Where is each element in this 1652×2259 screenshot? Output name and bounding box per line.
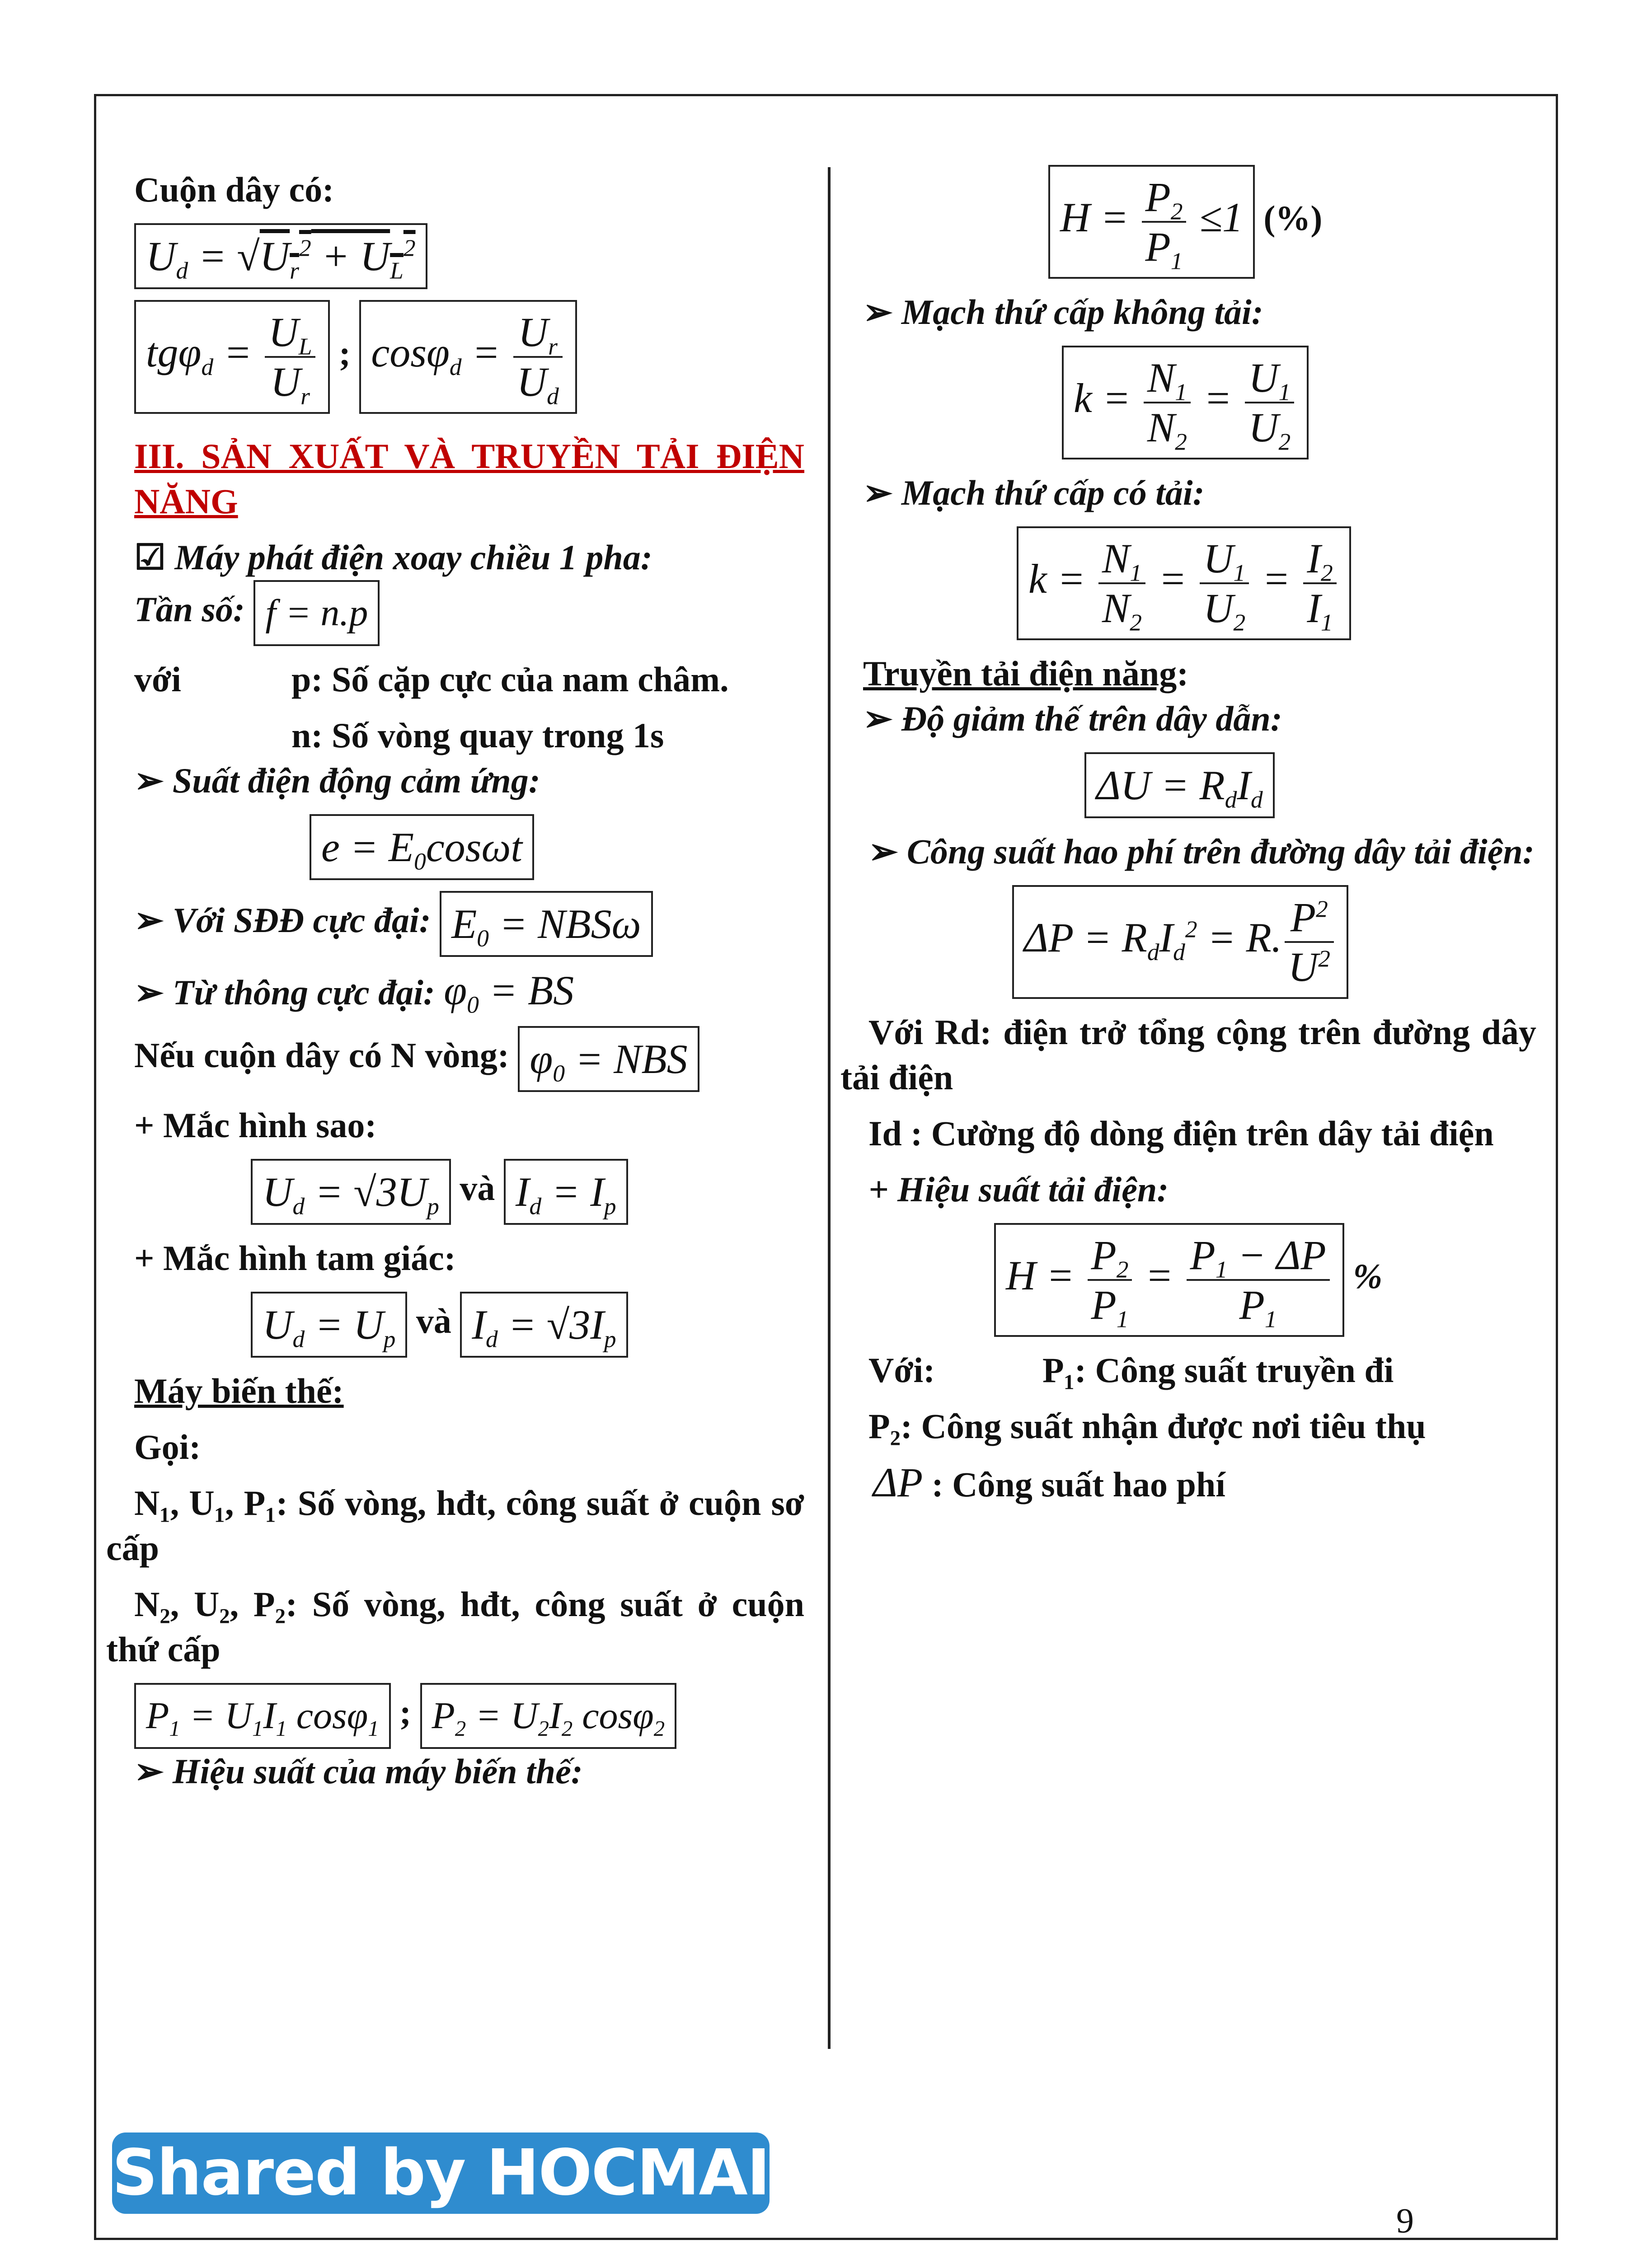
- p2-desc: P₂: Công suất nhận được nơi tiêu thụ: [868, 1406, 1426, 1446]
- trans-eff-title: + Hiệu suất tải điện:: [868, 1170, 1169, 1209]
- primary-desc: N₁, U₁, P₁: Số vòng, hđt, công suất ở cuộn sơ cấp: [106, 1483, 804, 1568]
- right-column: [840, 165, 1536, 1507]
- efficiency-title-text: Hiệu suất của máy biến thế:: [172, 1752, 583, 1791]
- generator-title: ☑ Máy phát điện xoay chiều 1 pha:: [134, 538, 652, 577]
- percent-sign: %: [1353, 1256, 1383, 1296]
- generator-title-text: Máy phát điện xoay chiều 1 pha:: [174, 538, 652, 577]
- no-load-title: ➢ Mạch thứ cấp không tải:: [863, 292, 1263, 332]
- voltage-drop-title-text: Độ giảm thế trên dây dẫn:: [901, 699, 1282, 738]
- formula-power: $P_1 = U_1I_1$ cosφ$_1$ ; $P_2 = U_2I_2$ cosφ$_2$: [106, 1683, 804, 1749]
- n-turns-label: Nếu cuộn dây có N vòng:: [134, 1035, 509, 1075]
- section-title: III. SẢN XUẤT VÀ TRUYỀN TẢI ĐIỆN NĂNG: [134, 436, 804, 521]
- max-emf-row: ➢ Với SĐĐ cực đại: $E_0 = NBS\omega$: [106, 891, 804, 957]
- frequency-row: [106, 580, 804, 646]
- call-label: Gọi:: [134, 1427, 201, 1467]
- n-desc: n: Số vòng quay trong 1s: [291, 716, 664, 755]
- formula-emf: $e = E_0\cos\omega t$: [106, 814, 804, 880]
- dp-desc: : Công suất hao phí: [931, 1465, 1225, 1504]
- formula-ratio-load: k = $\frac{N_1}{N_2}$ = $\frac{U_1}{U_2}$ = $\frac{I_2}{I_1}$: [840, 526, 1536, 640]
- column-divider: [828, 167, 831, 2049]
- emf-title: ➢ Suất điện động cảm ứng:: [134, 761, 540, 800]
- p-desc: p: Số cặp cực của nam châm.: [291, 660, 729, 699]
- and-1: và: [460, 1168, 495, 1208]
- max-flux-row: ➢ Từ thông cực đại: $\varphi_0$ = BS: [134, 967, 574, 1018]
- formula-power-loss: $\Delta P = R_dI_d^2 = R$. $\frac{P^2}{U^2}$: [840, 885, 1536, 999]
- left-column: [106, 167, 804, 1794]
- formula-efficiency: H = $\frac{P_2}{P_1}$ ≤1 (%): [840, 165, 1536, 279]
- formula-trans-eff: H = $\frac{P_2}{P_1}$ = $\frac{P_1 - \Delta P}{P_1}$ %: [840, 1223, 1536, 1337]
- efficiency-title: ➢ Hiệu suất của máy biến thế:: [134, 1752, 583, 1791]
- load-title: ➢ Mạch thứ cấp có tải:: [863, 473, 1205, 512]
- formula-frequency: f = n.p: [253, 580, 380, 646]
- emf-title-text: Suất điện động cảm ứng:: [172, 761, 540, 800]
- formula-voltage-drop: $\Delta U = R_dI_d$: [840, 752, 1536, 818]
- secondary-desc: N₂, U₂, P₂: Số vòng, hđt, công suất ở cuộn thứ cấp: [106, 1584, 804, 1669]
- with-label: với: [134, 660, 181, 699]
- load-title-text: Mạch thứ cấp có tải:: [901, 473, 1205, 512]
- with-label-right: Với:: [868, 1350, 935, 1390]
- p-desc-row: [106, 657, 804, 702]
- rd-desc: Với Rd: điện trở tổng cộng trên đường dây tải điện: [840, 1012, 1536, 1097]
- formula-ud: $U_d = √U_r^2 + U_L^2$: [106, 223, 804, 289]
- transmission-title-row: Truyền tải điện năng:: [863, 654, 1189, 693]
- formula-ratio-no-load: k = $\frac{N_1}{N_2}$ = $\frac{U_1}{U_2}$: [840, 346, 1536, 459]
- transformer-title: Máy biến thế:: [134, 1371, 344, 1411]
- percent-label: (%): [1263, 198, 1323, 238]
- formula-star: $U_d = √3U_p$ và $I_d = I_p$: [106, 1159, 804, 1225]
- p1-desc-row: [840, 1348, 1536, 1393]
- and-2: và: [416, 1301, 451, 1340]
- max-emf-label: Với SĐĐ cực đại:: [172, 900, 431, 940]
- transmission-title: Truyền tải điện năng: [863, 654, 1177, 693]
- max-flux-label: Từ thông cực đại:: [172, 973, 435, 1012]
- page-number: 9: [1396, 2201, 1414, 2240]
- star-label: + Mắc hình sao:: [134, 1106, 377, 1145]
- formula-phase: tgφ$_d$ = $\frac{U_L}{U_r}$ ; cosφ$_d$ = $\frac{U_r}{U_d}$: [106, 300, 804, 414]
- no-load-title-text: Mạch thứ cấp không tải:: [901, 292, 1263, 332]
- power-loss-title: ➢ Công suất hao phí trên đường dây tải điện:: [868, 832, 1535, 871]
- coil-title: Cuộn dây có:: [134, 170, 334, 209]
- power-loss-title-text: Công suất hao phí trên đường dây tải điện:: [906, 832, 1535, 871]
- delta-label: + Mắc hình tam giác:: [134, 1238, 456, 1278]
- n-turns-row: Nếu cuộn dây có N vòng: $\varphi_0$ = NBS: [106, 1026, 804, 1092]
- formula-delta: $U_d = U_p$ và $I_d = √3I_p$: [106, 1292, 804, 1358]
- watermark-banner: Shared by HOCMAI: [112, 2132, 770, 2214]
- p1-desc: P₁: Công suất truyền đi: [1042, 1350, 1394, 1390]
- dp-desc-row: ΔP : Công suất hao phí: [873, 1459, 1225, 1505]
- id-desc: Id : Cường độ dòng điện trên dây tải điện: [868, 1114, 1494, 1153]
- voltage-drop-title: ➢ Độ giảm thế trên dây dẫn:: [863, 699, 1282, 738]
- frequency-label: Tần số:: [134, 589, 245, 629]
